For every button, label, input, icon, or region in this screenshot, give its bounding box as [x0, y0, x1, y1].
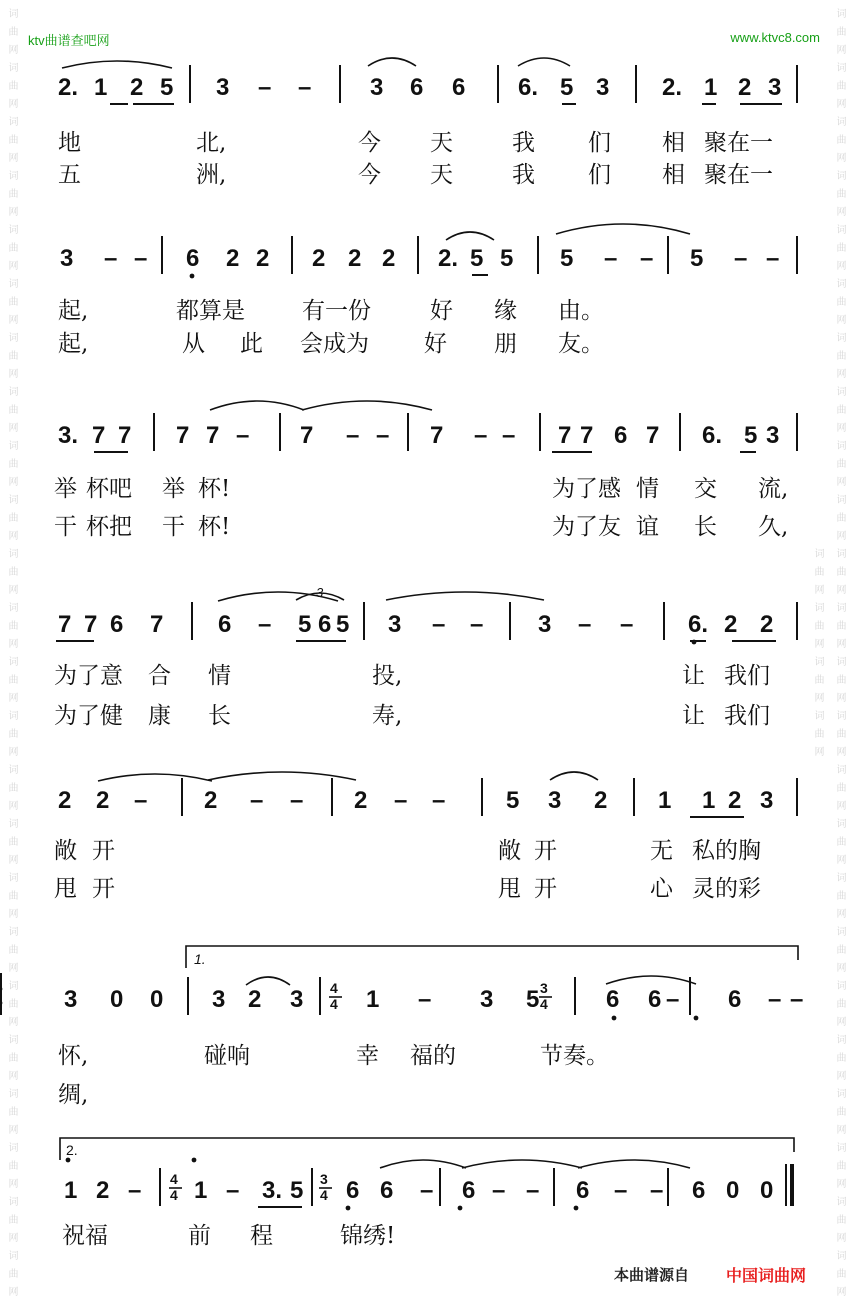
slur-mark: [210, 401, 304, 410]
note: 2: [130, 74, 144, 101]
note: 5: [160, 74, 174, 101]
note: 1: [658, 787, 672, 814]
lyric-verse2: 灵的彩: [692, 876, 761, 902]
lyric-verse1: 们: [588, 130, 611, 156]
lyric-verse2: 为了健: [54, 703, 123, 729]
lyric-verse1: 情: [208, 663, 231, 689]
slur-mark: [208, 772, 356, 780]
note: 1: [704, 74, 718, 101]
high-octave-dot: [66, 1158, 71, 1163]
note: 2: [96, 787, 110, 814]
note: 5: [336, 611, 350, 638]
lyric-verse1: 敞: [498, 838, 521, 864]
note: 7: [558, 422, 572, 449]
lyric-verse1: 福的: [410, 1043, 456, 1069]
lyric-verse2: 长: [208, 703, 231, 729]
note: 3: [212, 986, 226, 1013]
note: 2: [738, 74, 752, 101]
dash-note: –: [470, 611, 484, 638]
slur-mark: [606, 976, 696, 984]
lyric-verse2: 开: [534, 876, 557, 902]
lyric-verse2: 寿,: [372, 703, 403, 729]
dash-note: –: [620, 611, 634, 638]
time-signature-top: 3: [540, 980, 548, 996]
dash-note: –: [134, 787, 148, 814]
lyric-verse2: 杯!: [198, 514, 231, 540]
note: 3: [388, 611, 402, 638]
dash-note: –: [418, 986, 432, 1013]
note: 5: [470, 245, 484, 272]
dash-note: –: [420, 1177, 434, 1204]
lyric-verse2: 绸,: [58, 1082, 89, 1108]
note: 5: [500, 245, 514, 272]
dash-note: –: [768, 986, 782, 1013]
lyric-verse2: 杯把: [86, 514, 132, 540]
lyric-verse2: 相: [662, 162, 685, 188]
lyric-verse1: 今: [358, 130, 381, 156]
time-signature-bottom: 4: [320, 1187, 328, 1203]
high-octave-dot: [192, 1158, 197, 1163]
lyric-verse2: 天: [430, 162, 453, 188]
note: 6: [692, 1177, 706, 1204]
note: 5: [744, 422, 758, 449]
lyric-verse2: 好: [424, 331, 447, 357]
slur-mark: [246, 977, 290, 985]
lyric-verse1: 为了感: [552, 476, 621, 502]
note: 0: [110, 986, 124, 1013]
note: 6: [346, 1177, 360, 1204]
footer-site-link[interactable]: 中国词曲网: [726, 1266, 807, 1285]
slur-mark: [518, 58, 570, 66]
lyric-verse1: 都算是: [176, 298, 245, 324]
dash-note: –: [640, 245, 654, 272]
dash-note: –: [492, 1177, 506, 1204]
note: 3.: [58, 422, 79, 449]
lyric-verse2: 会成为: [300, 331, 369, 357]
note: 7: [206, 422, 220, 449]
repeat-dot: [0, 1001, 2, 1006]
lyric-verse1: 杯吧: [86, 476, 132, 502]
dash-note: –: [604, 245, 618, 272]
note: 7: [580, 422, 594, 449]
lyric-verse1: 为了意: [54, 663, 123, 689]
dash-note: –: [614, 1177, 628, 1204]
time-signature-bottom: 4: [540, 996, 548, 1012]
dash-note: –: [790, 986, 804, 1013]
dash-note: –: [104, 245, 118, 272]
dash-note: –: [236, 422, 250, 449]
lyrics: [54, 130, 788, 1249]
watermark-text: 词曲网词曲网词曲网词曲网词曲网词曲网词曲网词曲网词曲网词曲网词曲网词曲网词曲网词曲网词曲网词曲网词曲网词曲网词曲网词曲网词曲网词曲网词曲网词曲网词曲网词曲网词曲网词曲网: [812, 7, 845, 1304]
note: 6: [410, 74, 424, 101]
note: 3: [60, 245, 74, 272]
note-glyphs: [58, 74, 803, 1204]
dash-note: –: [578, 611, 592, 638]
slur-mark: [386, 592, 544, 600]
volta-bracket-1: [186, 946, 798, 968]
note: 2: [96, 1177, 110, 1204]
note: 5: [560, 245, 574, 272]
note: 6: [614, 422, 628, 449]
dash-note: –: [474, 422, 488, 449]
note: 7: [118, 422, 132, 449]
lyric-verse2: 甩: [54, 876, 77, 902]
lyric-verse2: 开: [92, 876, 115, 902]
lyric-verse2: 谊: [636, 514, 659, 540]
note: 2: [256, 245, 270, 272]
lyric-verse2: 我: [512, 162, 535, 188]
lyric-verse2: 友。: [558, 331, 604, 357]
low-octave-dot: [190, 274, 195, 279]
note: 7: [176, 422, 190, 449]
lyric-verse1: 好: [430, 298, 453, 324]
note: 1: [94, 74, 108, 101]
dash-note: –: [666, 986, 680, 1013]
note: 6: [452, 74, 466, 101]
note: 0: [150, 986, 164, 1013]
low-octave-dot: [692, 640, 697, 645]
lyric-verse1: 情: [636, 476, 659, 502]
volta-label-1: 1.: [194, 951, 206, 967]
note: 6: [110, 611, 124, 638]
dash-note: –: [432, 787, 446, 814]
note: 6: [606, 986, 620, 1013]
note: 2: [58, 787, 72, 814]
dash-note: –: [650, 1177, 664, 1204]
lyric-verse1: 流,: [758, 476, 789, 502]
dash-note: –: [250, 787, 264, 814]
note: 5: [298, 611, 312, 638]
note: 3: [538, 611, 552, 638]
note: 6: [318, 611, 332, 638]
note: 5: [506, 787, 520, 814]
dash-note: –: [432, 611, 446, 638]
note: 2: [760, 611, 774, 638]
note: 3: [596, 74, 610, 101]
lyric-verse1: 敞: [54, 838, 77, 864]
lyric-verse2: 干: [54, 514, 77, 540]
lyric-verse1: 举: [162, 476, 185, 502]
note: 2: [312, 245, 326, 272]
lyric-verse1: 由。: [558, 298, 604, 324]
note: 6: [728, 986, 742, 1013]
header-right-link[interactable]: www.ktvc8.com: [730, 30, 820, 45]
note: 3: [768, 74, 782, 101]
lyric-verse1: 有一份: [302, 298, 371, 324]
note: 2.: [58, 74, 79, 101]
note: 3: [480, 986, 494, 1013]
lyric-verse1: 北,: [196, 130, 227, 156]
note: 7: [300, 422, 314, 449]
note: 6: [648, 986, 662, 1013]
dash-note: –: [346, 422, 360, 449]
lyric-verse1: 地: [58, 130, 81, 156]
note: 7: [150, 611, 164, 638]
note: 1: [64, 1177, 78, 1204]
time-signature-top: 3: [320, 1171, 328, 1187]
lyric-verse2: 从: [182, 331, 205, 357]
note: 2: [204, 787, 218, 814]
slur-mark: [368, 58, 416, 66]
note: 2: [728, 787, 742, 814]
note: 7: [430, 422, 444, 449]
dash-note: –: [226, 1177, 240, 1204]
time-signature-bottom: 4: [330, 996, 338, 1012]
lyric-verse1: 无: [650, 838, 673, 864]
dash-note: –: [258, 74, 272, 101]
lyric-verse1: 合: [148, 663, 171, 689]
lyric-verse2: 五: [58, 162, 81, 188]
lyric-verse2: 朋: [494, 331, 517, 357]
lyric-verse1: 让: [682, 663, 705, 689]
note: 2: [382, 245, 396, 272]
lyric-verse1: 投,: [372, 663, 403, 689]
repeat-dot: [0, 987, 2, 992]
lyric-verse2: 干: [162, 514, 185, 540]
lyric-verse2: 此: [240, 331, 263, 357]
low-octave-dot: [346, 1206, 351, 1211]
lyric-verse1: 开: [534, 838, 557, 864]
dash-note: –: [128, 1177, 142, 1204]
lyric-verse1: 开: [92, 838, 115, 864]
note: 2.: [438, 245, 459, 272]
note: 3: [216, 74, 230, 101]
note: 1: [366, 986, 380, 1013]
lyric-verse2: 让: [682, 703, 705, 729]
low-octave-dot: [574, 1206, 579, 1211]
lyric-verse2: 甩: [498, 876, 521, 902]
lyric-verse1: 杯!: [198, 476, 231, 502]
slur-mark: [462, 1160, 582, 1168]
lyric-verse1: 聚在一: [704, 130, 773, 156]
slur-mark: [98, 774, 212, 781]
note: 7: [84, 611, 98, 638]
note: 2: [354, 787, 368, 814]
volta-bracket-2: [60, 1138, 794, 1160]
dash-note: –: [734, 245, 748, 272]
note: 3: [290, 986, 304, 1013]
note: 6.: [518, 74, 539, 101]
dash-note: –: [502, 422, 516, 449]
note: 1: [702, 787, 716, 814]
note: 0: [760, 1177, 774, 1204]
lyric-verse1: 起,: [58, 298, 89, 324]
note: 6: [576, 1177, 590, 1204]
lyric-verse2: 聚在一: [704, 162, 773, 188]
lyric-verse2: 洲,: [196, 162, 227, 188]
note: 5: [690, 245, 704, 272]
volta-label-2: 2.: [66, 1142, 78, 1158]
slur-mark: [578, 1160, 690, 1168]
lyric-verse1: 我: [512, 130, 535, 156]
lyric-verse2: 久,: [758, 514, 789, 540]
dash-note: –: [258, 611, 272, 638]
note: 7: [92, 422, 106, 449]
note: 3: [766, 422, 780, 449]
low-octave-dot: [612, 1016, 617, 1021]
lyric-verse1: 私的胸: [692, 838, 761, 864]
triplet-number: 3: [316, 585, 324, 600]
lyric-verse1: 相: [662, 130, 685, 156]
note: 3.: [262, 1177, 283, 1204]
time-signature-top: 4: [170, 1171, 178, 1187]
lyric-verse1: 祝福: [62, 1223, 108, 1249]
note: 2: [348, 245, 362, 272]
lyric-verse1: 前: [188, 1223, 211, 1249]
note: 1: [194, 1177, 208, 1204]
lyric-verse1: 天: [430, 130, 453, 156]
note: 2.: [662, 74, 683, 101]
dash-note: –: [394, 787, 408, 814]
footer-source-label: 本曲谱源自: [614, 1266, 690, 1284]
lyric-verse1: 我们: [724, 663, 770, 689]
header-left-link[interactable]: ktv曲谱查吧网: [28, 33, 110, 48]
note: 3: [760, 787, 774, 814]
note: 2: [594, 787, 608, 814]
note: 6: [218, 611, 232, 638]
note: 2: [226, 245, 240, 272]
note: 6.: [688, 611, 709, 638]
slur-mark: [380, 1160, 466, 1168]
lyric-verse1: 锦绣!: [340, 1223, 396, 1249]
note: 3: [64, 986, 78, 1013]
lyric-verse2: 为了友: [552, 514, 621, 540]
dash-note: –: [298, 74, 312, 101]
note: 7: [646, 422, 660, 449]
lyric-verse2: 今: [358, 162, 381, 188]
slur-mark: [556, 224, 690, 234]
low-octave-dot: [694, 1016, 699, 1021]
slur-mark: [550, 772, 598, 780]
lyric-verse1: 交: [694, 476, 717, 502]
slur-mark: [302, 401, 432, 410]
note: 3: [548, 787, 562, 814]
lyric-verse1: 节奏。: [540, 1043, 609, 1069]
note: 6: [462, 1177, 476, 1204]
note: 6: [380, 1177, 394, 1204]
lyric-verse1: 举: [54, 476, 77, 502]
lyric-verse1: 幸: [356, 1043, 379, 1069]
dash-note: –: [290, 787, 304, 814]
lyric-verse2: 起,: [58, 331, 89, 357]
lyric-verse2: 康: [148, 703, 171, 729]
note: 6: [186, 245, 200, 272]
lyric-verse2: 我们: [724, 703, 770, 729]
slur-mark: [446, 232, 494, 240]
note: 3: [370, 74, 384, 101]
note: 5: [290, 1177, 304, 1204]
lyric-verse2: 长: [694, 514, 717, 540]
note: 0: [726, 1177, 740, 1204]
note: 6.: [702, 422, 723, 449]
dash-note: –: [376, 422, 390, 449]
dash-note: –: [134, 245, 148, 272]
note: 2: [248, 986, 262, 1013]
watermark-text: 词曲网词曲网词曲网词曲网词曲网词曲网词曲网词曲网词曲网词曲网词曲网词曲网词曲网词曲网词曲网词曲网词曲网词曲网词曲网词曲网词曲网词曲网词曲网词曲网: [6, 7, 17, 1304]
dash-note: –: [766, 245, 780, 272]
lyric-verse1: 程: [250, 1223, 273, 1249]
note: 7: [58, 611, 72, 638]
low-octave-dot: [458, 1206, 463, 1211]
note: 5: [526, 986, 540, 1013]
dash-note: –: [526, 1177, 540, 1204]
lyric-verse1: 怀,: [58, 1043, 89, 1069]
time-signature-top: 4: [330, 980, 338, 996]
slur-mark: [62, 61, 172, 68]
lyric-verse1: 缘: [494, 298, 517, 324]
lyric-verse1: 碰响: [204, 1043, 250, 1069]
lyric-verse2: 心: [650, 876, 673, 902]
note: 2: [724, 611, 738, 638]
lyric-verse2: 们: [588, 162, 611, 188]
time-signature-bottom: 4: [170, 1187, 178, 1203]
note: 5: [560, 74, 574, 101]
